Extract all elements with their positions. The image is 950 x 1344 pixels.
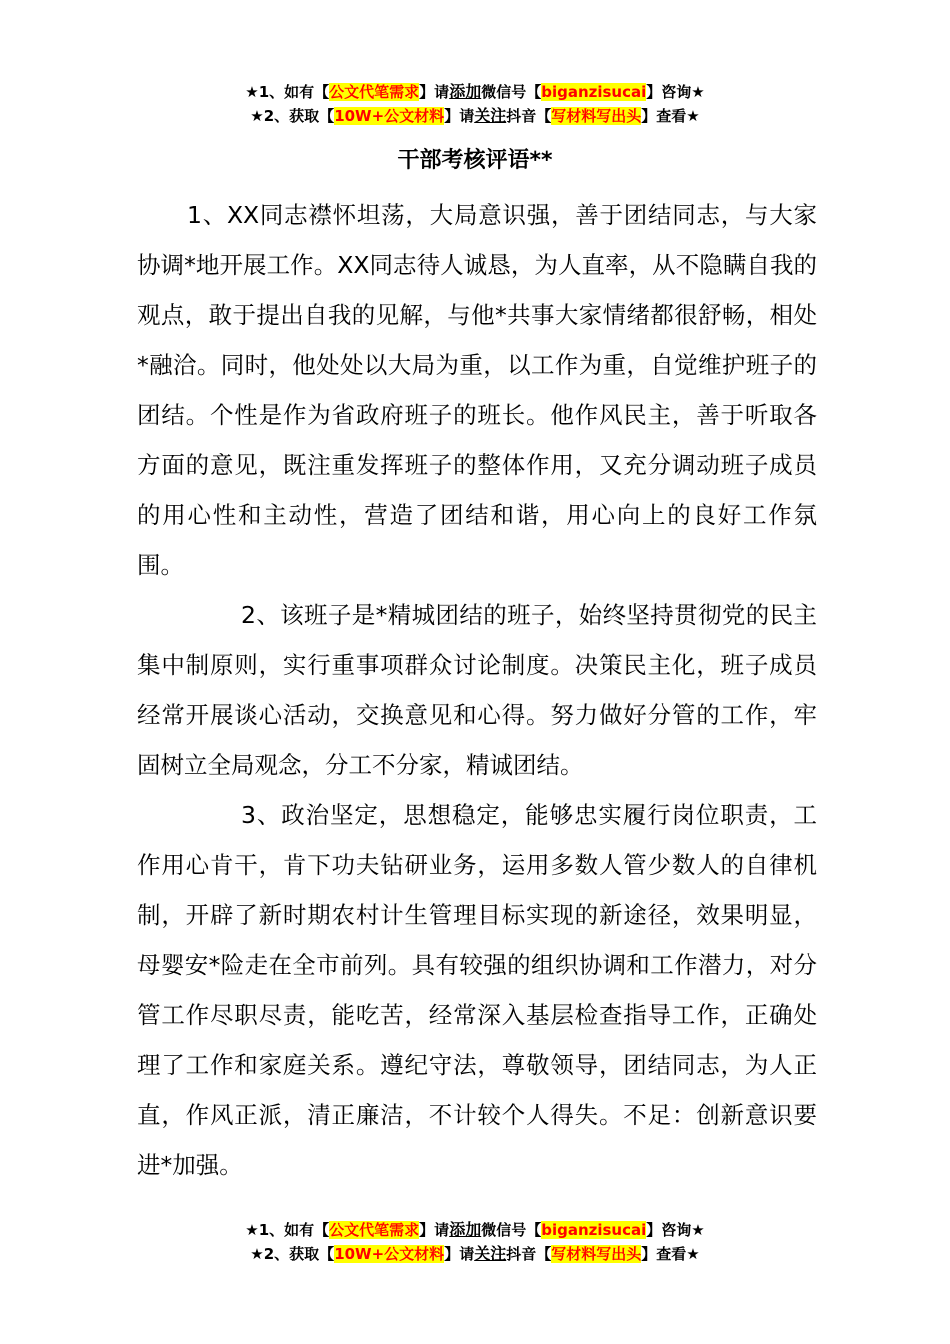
banner-text: 】请: [444, 1245, 475, 1263]
banner-line-1: [0, 1218, 950, 1242]
banner-highlight: 公文代笔需求: [329, 1221, 420, 1239]
banner-text: ★1、如有【: [245, 83, 330, 101]
banner-line-1: [0, 80, 950, 104]
banner-highlight: 10W+公文材料: [334, 1245, 445, 1263]
paragraph-1: 1、XX同志襟怀坦荡，大局意识强，善于团结同志，与大家协调*地开展工作。XX同志待人诚恳，为人直率，从不隐瞒自我的观点，敢于提出自我的见解，与他*共事大家情绪都很舒畅，相处*融洽。同时，他处处以大局为重，以工作为重，自觉维护班子的团结。个性是作为省政府班子的班长。他作风民主，善于听取各方面的意见，既注重发挥班子的整体作用，又充分调动班子成员的用心性和主动性，营造了团结和谐，用心向上的良好工作氛围。: [137, 201, 817, 579]
header-banner: [0, 80, 950, 128]
banner-text: ★2、获取【: [250, 1245, 335, 1263]
banner-highlight: 10W+公文材料: [334, 107, 445, 125]
banner-text: 抖音【: [506, 1245, 552, 1263]
banner-highlight: biganzisucai: [541, 83, 647, 101]
banner-emphasis: 添加: [449, 1220, 482, 1239]
banner-emphasis: 关注: [474, 1244, 507, 1263]
banner-text: 】请: [419, 1221, 450, 1239]
banner-text: 抖音【: [506, 107, 552, 125]
banner-highlight: biganzisucai: [541, 1221, 647, 1239]
footer-banner: [0, 1218, 950, 1266]
banner-text: ★1、如有【: [245, 1221, 330, 1239]
banner-emphasis: 添加: [449, 82, 482, 101]
banner-text: 】咨询★: [646, 83, 705, 101]
banner-text: ★2、获取【: [250, 107, 335, 125]
banner-emphasis: 关注: [474, 106, 507, 125]
banner-highlight: 写材料写出头: [551, 1245, 642, 1263]
banner-line-2: [0, 1242, 950, 1266]
paragraph-2: 2、该班子是*精城团结的班子，始终坚持贯彻党的民主集中制原则，实行重事项群众讨论制度。决策民主化，班子成员经常开展谈心活动，交换意见和心得。努力做好分管的工作，牢固树立全局观念，分工不分家，精诚团结。: [137, 601, 817, 779]
banner-text: 】请: [419, 83, 450, 101]
banner-highlight: 公文代笔需求: [329, 83, 420, 101]
banner-text: 微信号【: [481, 1221, 542, 1239]
banner-text: 】查看★: [641, 107, 700, 125]
banner-text: 微信号【: [481, 83, 542, 101]
paragraph-3: 3、政治坚定，思想稳定，能够忠实履行岗位职责，工作用心肯干，肯下功夫钻研业务，运用多数人管少数人的自律机制，开辟了新时期农村计生管理目标实现的新途径，效果明显，母婴安*险走在全市前列。具有较强的组织协调和工作潜力，对分管工作尽职尽责，能吃苦，经常深入基层检查指导工作，正确处理了工作和家庭关系。遵纪守法，尊敬领导，团结同志，为人正直，作风正派，清正廉洁，不计较个人得失。不足：创新意识要进*加强。: [137, 801, 817, 1179]
document-body: [137, 190, 817, 1190]
banner-text: 】咨询★: [646, 1221, 705, 1239]
banner-line-2: [0, 104, 950, 128]
banner-text: 】请: [444, 107, 475, 125]
document-title: 干部考核评语**: [397, 148, 553, 173]
banner-text: 】查看★: [641, 1245, 700, 1263]
banner-highlight: 写材料写出头: [551, 107, 642, 125]
